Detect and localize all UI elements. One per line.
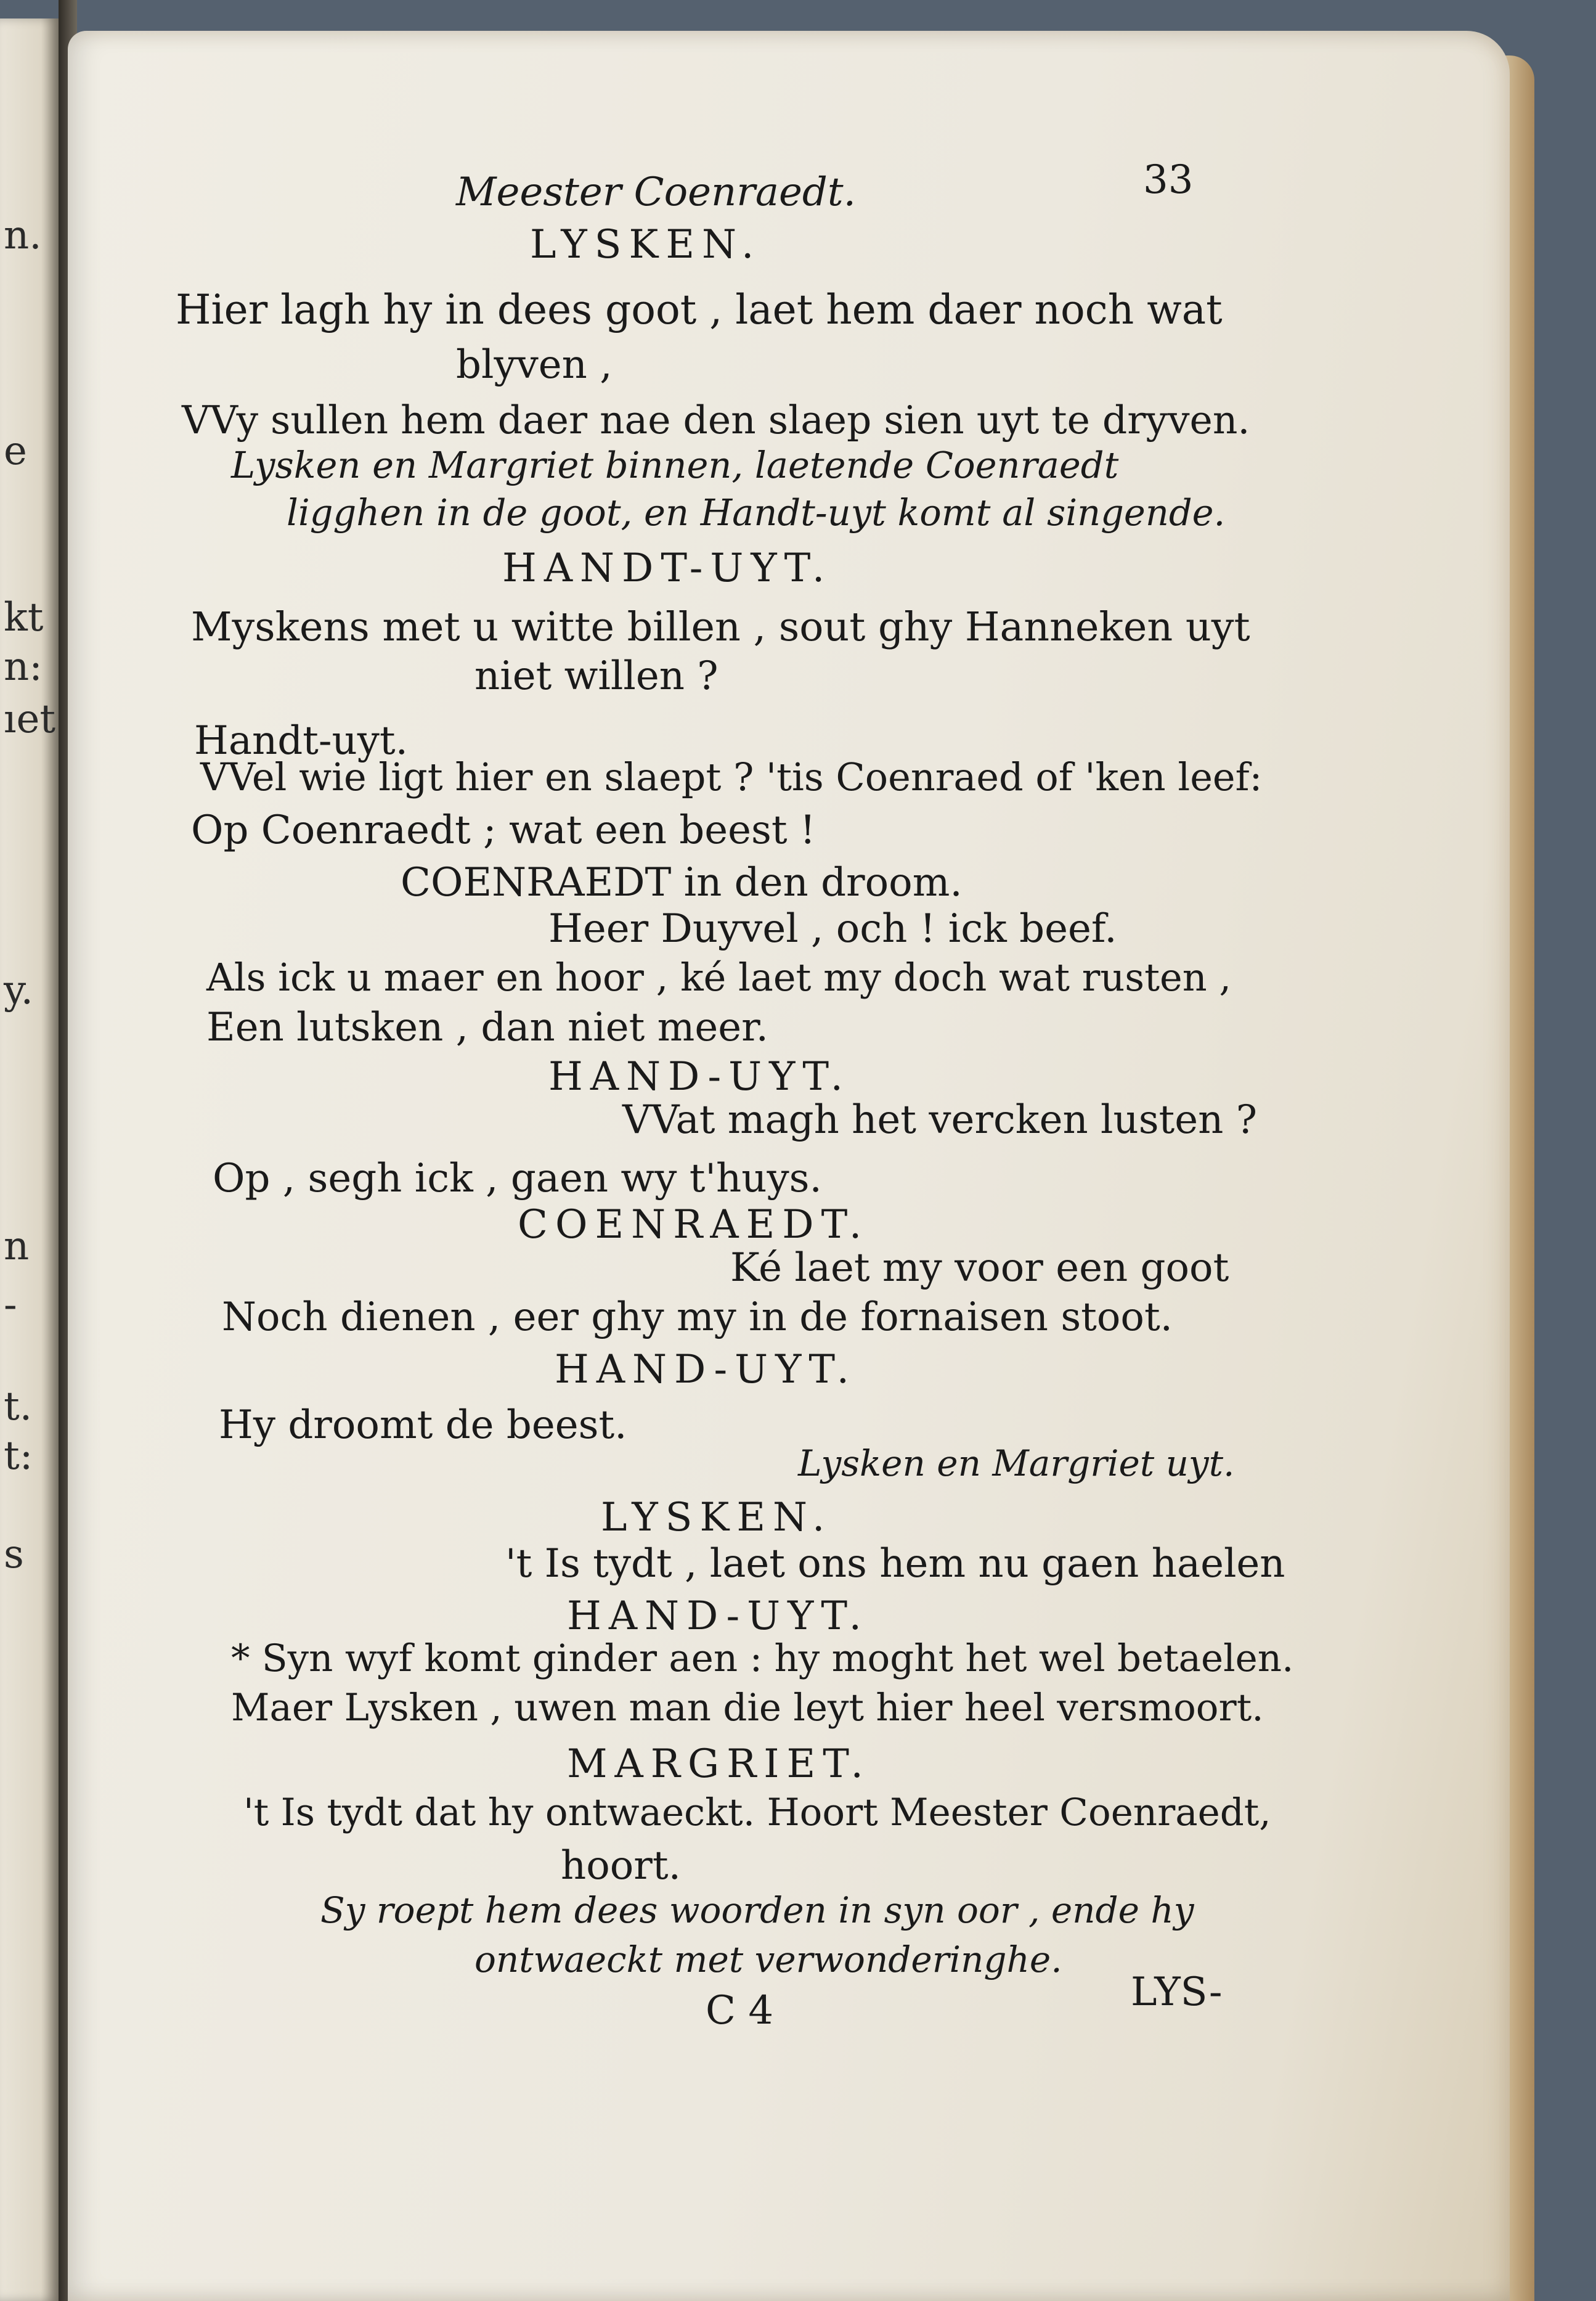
verse-line: VVel wie ligt hier en slaept ? 'tis Coenraed of 'ken leef: [200,754,1263,799]
verse-line: blyven , [456,342,613,388]
stage-direction: Lysken en Margriet uyt. [798,1442,1235,1484]
stage-direction: Lysken en Margriet binnen, laetende Coenraedt [231,444,1119,486]
left-page-fragment: t. [4,1384,33,1429]
verse-line: hoort. [561,1843,681,1889]
left-page-fragment: - [4,1282,17,1328]
catchword: LYS- [1131,1969,1223,2015]
left-page-fragment: n. [4,213,42,258]
verse-line: Myskens met u witte billen , sout ghy Hanneken uyt [191,604,1250,650]
left-page-fragment: t: [4,1433,33,1479]
speaker-heading: HAND-UYT. [555,1347,857,1392]
left-page-fragment: ıet [4,697,56,742]
verse-line: Op , segh ick , gaen wy t'huys. [213,1156,822,1201]
left-page-fragment: y. [4,968,33,1013]
speaker-heading: HANDT-UYT. [502,546,833,591]
book-page [68,31,1510,2301]
verse-line: * Syn wyf komt ginder aen : hy moght het wel betaelen. [231,1637,1294,1680]
verse-line: 't Is tydt dat hy ontwaeckt. Hoort Meester Coenraedt, [243,1791,1271,1834]
verse-line: Ké laet my voor een goot [730,1245,1229,1291]
verse-line: Een lutsken , dan niet meer. [206,1005,768,1050]
stage-direction: ligghen in de goot, en Handt-uyt komt al singende. [287,491,1226,534]
left-page-fragment: kt [4,595,44,640]
speaker-heading: LYSKEN. [601,1495,833,1540]
speaker-heading: HAND-UYT. [548,1054,850,1100]
stage-direction: ontwaeckt met verwonderinghe. [474,1939,1062,1980]
speaker-heading: COENRAEDT in den droom. [401,860,963,905]
verse-line: 't Is tydt , laet ons hem nu gaen haelen [505,1541,1285,1587]
left-page-fragment: e [4,428,27,474]
verse-line: Maer Lysken , uwen man die leyt hier heel versmoort. [231,1686,1264,1730]
verse-line: Hy droomt de beest. [219,1402,627,1448]
left-page-fragment: n: [4,644,43,690]
speaker-heading: Handt-uyt. [194,718,408,764]
page-text [68,31,1510,2301]
verse-line: VVat magh het vercken lusten ? [622,1097,1257,1143]
left-page-edge [0,18,59,2301]
verse-line: Hier lagh hy in dees goot , laet hem daer noch wat [176,286,1223,333]
running-head: Meester Coenraedt. [456,170,856,215]
speaker-heading: LYSKEN. [530,222,762,268]
left-page-fragment: s [4,1532,24,1577]
verse-line: niet willen ? [474,653,719,699]
verse-line: Als ick u maer en hoor , ké laet my doch wat rusten , [206,955,1232,1000]
verse-line: Heer Duyvel , och ! ick beef. [548,906,1117,952]
speaker-heading: HAND-UYT. [567,1593,869,1639]
page-number: 33 [1143,157,1194,203]
speaker-heading: COENRAEDT. [518,1202,869,1248]
signature-mark: C 4 [706,1988,774,2033]
left-page-fragment: n [4,1224,30,1269]
verse-line: Op Coenraedt ; wat een beest ! [191,807,816,853]
verse-line: VVy sullen hem daer nae den slaep sien uyt te dryven. [182,398,1250,443]
verse-line: Noch dienen , eer ghy my in de fornaisen stoot. [222,1294,1173,1340]
speaker-heading: MARGRIET. [567,1741,871,1787]
stage-direction: Sy roept hem dees woorden in syn oor , ende hy [320,1889,1194,1931]
